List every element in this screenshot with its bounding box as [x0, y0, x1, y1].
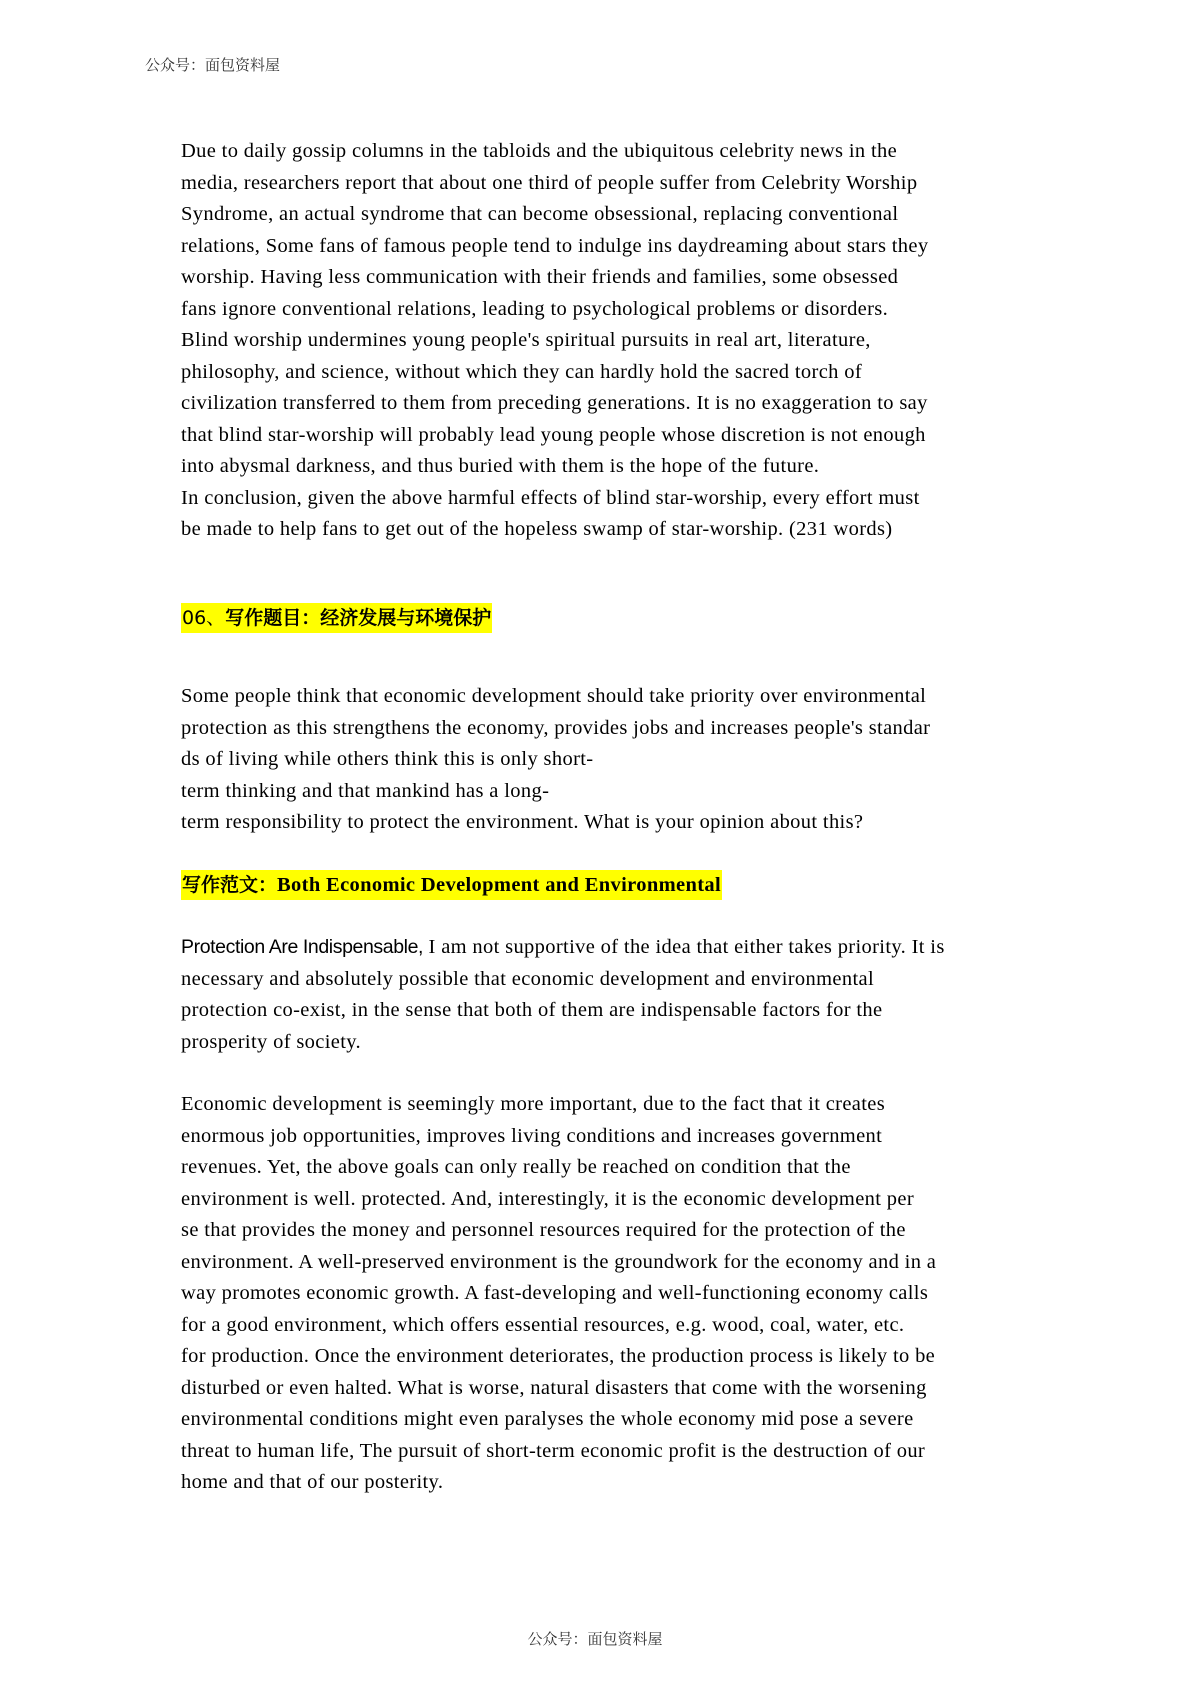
page-footer: 公众号：面包资料屋: [527, 1630, 663, 1648]
section-heading-highlight: [181, 603, 492, 633]
text-line: enormous job opportunities, improves living conditions and increases government: [181, 1124, 883, 1147]
text-line: Some people think that economic development should take priority over environmental: [181, 685, 927, 707]
text-line: media, researchers report that about one third of people suffer from Celebrity Worship: [181, 171, 918, 194]
section-heading-06: [181, 603, 1021, 635]
text-line: term thinking and that mankind has a long-: [181, 779, 550, 802]
text-line: civilization transferred to them from preceding generations. It is no exaggeration to say: [181, 392, 928, 414]
text-line: Economic development is seemingly more important, due to the fact that it creates: [181, 1093, 886, 1115]
text-line: ds of living while others think this is only short-: [181, 748, 594, 770]
text-line: environment is well. protected. And, interestingly, it is the economic development per: [181, 1187, 914, 1210]
model-essay-title: Both Economic Development and Environmental: [277, 874, 722, 896]
text-line: philosophy, and science, without which they can hardly hold the sacred torch of: [181, 360, 862, 383]
text-line: environment. A well-preserved environment is the groundwork for the economy and in a: [181, 1250, 937, 1273]
text-line: revenues. Yet, the above goals can only really be reached on condition that the: [181, 1156, 851, 1178]
text-line: necessary and absolutely possible that economic development and environmental: [181, 967, 874, 990]
text-line: term responsibility to protect the environment. What is your opinion about this?: [181, 811, 864, 833]
text-line: be made to help fans to get out of the hopeless swamp of star-worship. (231 words): [181, 518, 893, 540]
model-essay-highlight: [181, 870, 722, 900]
essay-intro-lead: Protection Are Indispensable,: [181, 936, 424, 958]
text-line: way promotes economic growth. A fast-developing and well-functioning economy calls: [181, 1282, 929, 1304]
text-line: for production. Once the environment deteriorates, the production process is likely to be: [181, 1345, 936, 1367]
text-line: threat to human life, The pursuit of short-term economic profit is the destruction of our: [181, 1439, 926, 1462]
text-line: protection co-exist, in the sense that both of them are indispensable factors for the: [181, 999, 883, 1021]
text-line: fans ignore conventional relations, leading to psychological problems or disorders.: [181, 297, 889, 320]
text-line: worship. Having less communication with their friends and families, some obsessed: [181, 266, 899, 288]
text-line: [181, 932, 1021, 964]
text-line: home and that of our posterity.: [181, 1471, 444, 1493]
model-essay-label: 写作范文：: [182, 874, 278, 896]
essay-intro: [181, 932, 1021, 1058]
text-line: environmental conditions might even paralyses the whole economy mid pose a severe: [181, 1408, 914, 1430]
text-line: that blind star-worship will probably lead young people whose discretion is not enough: [181, 423, 926, 446]
text-line: Blind worship undermines young people's spiritual pursuits in real art, literature,: [181, 329, 871, 351]
section-number: 06、: [182, 607, 226, 629]
section-title: 写作题目：经济发展与环境保护: [225, 607, 492, 629]
text-line: se that provides the money and personnel resources required for the protection of the: [181, 1219, 906, 1241]
essay-intro-rest: I am not supportive of the idea that either takes priority. It is: [423, 936, 945, 958]
model-essay-heading: [181, 870, 1021, 902]
writing-prompt: [181, 681, 1021, 839]
text-line: into abysmal darkness, and thus buried with them is the hope of the future.: [181, 455, 820, 477]
text-line: Due to daily gossip columns in the tabloids and the ubiquitous celebrity news in the: [181, 140, 898, 162]
text-line: In conclusion, given the above harmful effects of blind star-worship, every effort must: [181, 486, 920, 509]
text-line: Syndrome, an actual syndrome that can become obsessional, replacing conventional: [181, 203, 899, 225]
essay-continued: [181, 136, 1021, 546]
essay-body: [181, 1089, 1021, 1499]
text-line: protection as this strengthens the economy, provides jobs and increases people's standar: [181, 716, 931, 739]
text-line: disturbed or even halted. What is worse, natural disasters that come with the worsening: [181, 1376, 927, 1399]
text-line: relations, Some fans of famous people tend to indulge ins daydreaming about stars they: [181, 234, 929, 257]
page-header: 公众号：面包资料屋: [145, 56, 281, 74]
text-line: for a good environment, which offers essential resources, e.g. wood, coal, water, etc.: [181, 1313, 905, 1336]
text-line: prosperity of society.: [181, 1030, 362, 1053]
